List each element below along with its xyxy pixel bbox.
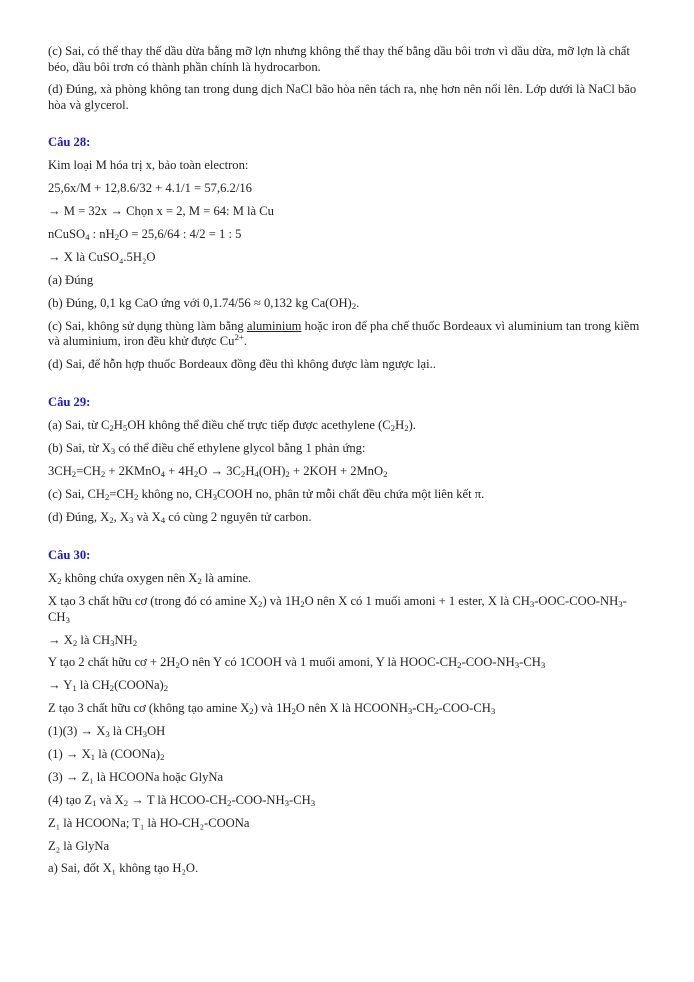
q28-line-5: (a) Đúng [48,272,94,287]
q30-line-6: Z tạo 3 chất hữu cơ (không tạo amine $X_2$) và $1H_2O$ nên X là $HCOONH_3-CH_2-COO-CH_3$ [48,701,496,717]
question-30-heading: Câu 30: [48,548,91,563]
q30-line-13: Z₂ là GlyNa [48,838,110,853]
q28-line-6: (b) Đúng, 0,1 kg CaO ứng với 0,1.74/56 ≈ 0,132 kg $Ca(OH)_2$. [48,295,360,311]
q28-line-3: → M = 32x → Chọn x = 2, M = 64: M là Cu [48,204,274,219]
q28-line-ratio: nCuSO$_4$ : $nH_2O = 25,6/64$ : 4/2 = 1 : 5 [48,226,242,242]
answer-d-soap: (d) Đúng, xà phòng không tan trong dung dịch NaCl bão hòa nên tách ra, nhẹ hơn nên nổi lên. Lớp dưới là NaCl bão hòa và glycerol. [48,82,637,112]
q30-line-7: $(1)(3) \to X_3$ là $CH_3OH$ [48,724,166,740]
q30-line-10: (3) → Z₁ là HCOONa hoặc GlyNa [48,769,224,784]
q30-line-12: Z₁ là HCOONa; T₁ là HO-CH₂-COONa [48,815,250,830]
q28-line-2: 25,6x/M + 12,8.6/32 + 4.1/1 = 57,6.2/16 [48,181,252,196]
q28-line-7: (c) Sai, không sử dụng thùng làm bằng aluminium hoặc iron để pha chế thuốc Bordeaux vì aluminium tan trong kiềm và aluminium, iron đều khử được $Cu^{2+}$. [48,318,640,349]
q28-line-1: Kim loại M hóa trị x, bảo toàn electron: [48,158,249,173]
q30-line-8: $(1) \to X_1$ là $(COONa)_2$ [48,746,165,762]
q30-line-11: (4) tạo $Z_1$ và $X_2 \to T$ là HCOO-$CH_2-COO-NH_3-CH_3$ [48,792,316,808]
q30-line-3: → $X_2$ là $CH_3NH_2$ [48,632,138,648]
q29-equation: $3CH_2=CH_2$ + 2KMnO$_4$ + $4H_2O \to 3C_2H_4(OH)_2 + 2KOH + 2MnO_2$ [48,464,388,480]
q30-line-14: a) Sai, đốt X₁ không tạo H₂O. [48,861,199,876]
q30-line-2: X tạo 3 chất hữu cơ (trong đó có amine $X_2$) và $1H_2O$ nên X có 1 muối amoni + 1 ester, X là $CH_3-OOC-COO-NH_3-CH_3$ [48,594,627,625]
document-page [48,44,648,884]
q29-line-3: (c) Sai, $CH_2=CH_2$ không no, $CH_3COOH$ no, phân tử mỗi chất đều chứa một liên kết π. [48,486,485,502]
q29-line-2: (b) Sai, từ $X_3$ có thể điều chế ethylene glycol bằng 1 phản ứng: [48,441,366,457]
q30-line-1: $X_2$ không chứa oxygen nên $X_2$ là amine. [48,571,252,587]
q28-line-4: → X là CuSO₄.5H₂O [48,249,156,264]
q29-line-1: (a) Sai, từ $C_2H_5OH$ không thể điều chế trực tiếp được acethylene $(C_2H_2)$. [48,418,416,434]
q28-line-8: (d) Sai, để hỗn hợp thuốc Bordeaux đồng đều thì không được làm ngược lại.. [48,356,436,371]
question-28-heading: Câu 28: [48,135,91,150]
question-29-heading: Câu 29: [48,395,91,410]
q29-line-4: (d) Đúng, $X_2$, $X_3$ và $X_4$ có cùng 2 nguyên tử carbon. [48,509,312,525]
q30-line-4: Y tạo 2 chất hữu cơ + $2H_2O$ nên Y có 1COOH và 1 muối amoni, Y là HOOC-$CH_2-COO-NH_3-CH_3$ [48,655,546,671]
q30-line-5: → $Y_1$ là $CH_2(COONa)_2$ [48,678,169,694]
answer-c-fats: (c) Sai, có thể thay thế dầu dừa bằng mỡ lợn nhưng không thể thay thế bằng dầu bôi trơn vì dầu dừa, mỡ lợn là chất béo, dầu bôi trơn có thành phần chính là hydrocarbon. [48,44,630,74]
